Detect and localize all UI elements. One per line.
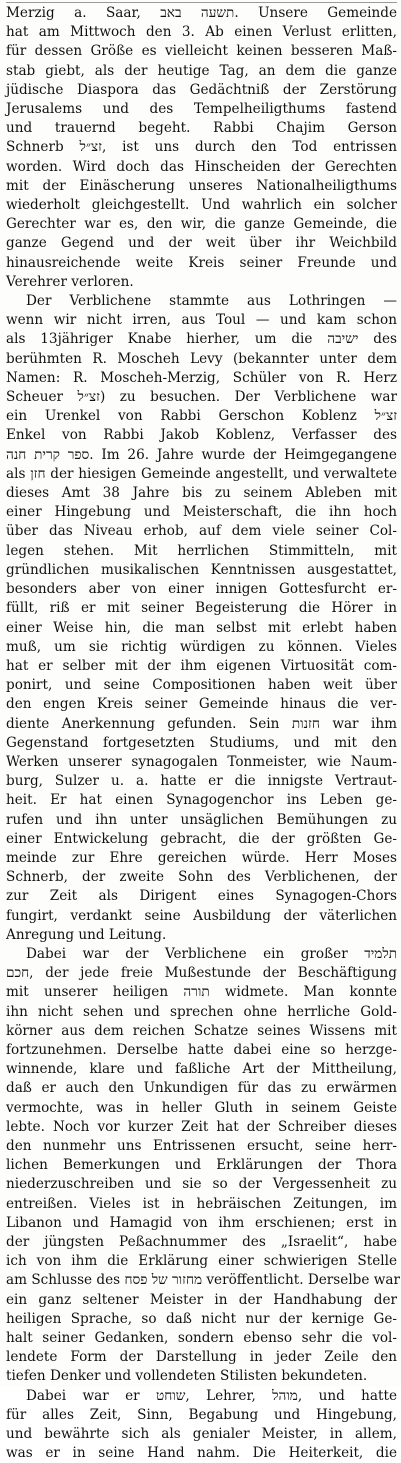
text-line: muß, um sie richtig würdigen zu können. Vieles (6, 638, 397, 655)
text-line: der jüngsten Peßachnummer des „Israelit“, habe (6, 1234, 397, 1250)
text-line: lichen Bemerkungen und Erklärungen der Thora (6, 1157, 397, 1174)
text-line: einer Hingebung und Meisterschaft, die ihn hoch (6, 504, 397, 521)
text-line: einer Entwickelung gebracht, die der größten Ge- (6, 830, 397, 847)
text-line: wiederholt gleichgestellt. Und wahrlich ein solcher (6, 197, 397, 214)
text-line: besonders aber von einer innigen Gottesfurcht er- (6, 581, 397, 598)
text-line: und bewährte sich als genialer Meister, in allem, (6, 1426, 397, 1443)
text-line: über das Niveau erhob, auf dem viele seiner Col- (6, 523, 397, 540)
text-line: und trauernd begeht. Rabbi Chajim Gerson (6, 120, 397, 137)
text-line: ספר קרית חנה. Im 26. Jahre wurde der Heimgegangene (6, 446, 397, 463)
text-line: zur Zeit als Dirigent eines Synagogen-Chors (6, 888, 397, 905)
text-line: vermochte, was in heller Gluth in seinem Geiste (6, 1099, 397, 1116)
text-line: Gegenstand fortgesetzten Studiums, und mit den (6, 734, 397, 751)
text-line: Der Verblichene stammte aus Lothringen — (26, 293, 397, 310)
text-line: tiefen Denker und vollendeten Stilisten bekundeten. (6, 1368, 368, 1385)
text-line: halt seiner Gedanken, sondern ebenso sehr die vol- (6, 1330, 397, 1347)
text-line: Schnerb זצ״ל, ist uns durch den Tod entrissen (6, 139, 397, 156)
text-line: niederzuschreiben und sie so der Vergessenheit zu (6, 1176, 397, 1193)
text-line: diente Anerkennung gefunden. Sein חזנות war ihm (6, 715, 397, 732)
text-line: am Schlusse des מחזור של פסח veröffentlicht. Derselbe war (6, 1272, 400, 1289)
text-line: mit der Einäscherung unseres Nationalheiligthums (6, 177, 397, 194)
article-paragraph (6, 945, 400, 1387)
text-line: lebte. Noch vor kurzer Zeit hat der Schreiber dieses (6, 1118, 397, 1135)
text-line: Dabei war er שוחט, Lehrer, מוהל, und hatte (26, 1387, 397, 1404)
text-line: Enkel von Rabbi Jakob Koblenz, Verfasser des (6, 427, 397, 444)
text-line: fungirt, verdankt seine Ausbildung der väterlichen (6, 907, 397, 924)
text-line: den engen Kreis seiner Gemeinde hinaus die ver- (6, 696, 397, 713)
text-line: חכם, der jede freie Mußestunde der Beschäftigung (6, 965, 397, 982)
text-line: winnende, klare und faßliche Art der Mittheilung, (6, 1061, 397, 1078)
text-line: daß er auch den Unkundigen für das zu erwärmen (6, 1080, 397, 1097)
top-rule (6, 2, 397, 3)
text-line: ein ganz seltener Meister in der Handhabung der (6, 1291, 397, 1308)
text-line: dieses Amt 38 Jahre bis zu seinem Ableben mit (6, 485, 397, 502)
text-line: körner aus dem reichen Schatze seines Wissens mit (6, 1022, 397, 1039)
text-line: Merzig a. Saar, תשעה באב. Unsere Gemeinde (6, 5, 397, 21)
text-line: Schnerb, der zweite Sohn des Verblichenen, der (6, 869, 397, 886)
text-line: Gerechter war es, den wir, die ganze Gemeinde, die (6, 216, 397, 233)
text-line: ein Urenkel von Rabbi Gerschon Koblenz זצ״ל (6, 408, 397, 425)
text-line: Libanon und Hamagid von ihm erschienen; erst in (6, 1214, 397, 1231)
text-line: meinde zur Ehre gereichen würde. Herr Moses (6, 849, 397, 866)
text-line: lendete Form der Darstellung in jeder Zeile den (6, 1349, 397, 1366)
obituary-article (6, 4, 400, 1463)
text-line: für alles Zeit, Sinn, Begabung und Hingebung, (6, 1406, 397, 1423)
text-line: für dessen Größe es vielleicht keinen besseren Maß- (6, 43, 397, 60)
text-line: ich von ihm die Erklärung einer schwierigen Stelle (6, 1253, 397, 1270)
text-line: den nunmehr uns Entrissenen ersucht, seine herr- (6, 1137, 397, 1154)
text-line: einer Weise hin, die man selbst mit erlebt haben (6, 619, 397, 636)
text-line: hat er selber mit der ihm eigenen Virtuosität com- (6, 657, 397, 674)
article-paragraph (6, 1387, 397, 1463)
text-line: burg, Sulzer u. a. hatte er die innigste Vertraut- (6, 773, 397, 790)
text-line: was er in seine Hand nahm. Die Heiterkeit, die (6, 1445, 397, 1462)
text-line: heit. Er hat einen Synagogenchor ins Leben ge- (6, 792, 397, 809)
text-line: entreißen. Vieles ist in hebräischen Zeitungen, im (6, 1195, 397, 1212)
text-line: Namen: R. Moscheh-Merzig, Schüler von R. Herz (6, 369, 397, 386)
text-line: fortzunehmen. Derselbe hatte dabei eine so herzge- (6, 1041, 397, 1058)
text-line: berühmten R. Moscheh Levy (bekannter unter dem (6, 350, 397, 367)
text-line: stab giebt, als der heutige Tag, an dem die ganze (6, 62, 397, 79)
text-line: Scheuer זצ״ל) zu besuchen. Der Verblichene war (6, 389, 397, 406)
text-line: füllt, riß er mit seiner Begeisterung die Hörer in (6, 600, 397, 617)
text-line: Anregung und Leitung. (6, 926, 167, 943)
text-line: hat am Mittwoch den 3. Ab einen Verlust erlitten, (6, 24, 397, 41)
text-line: worden. Wird doch das Hinscheiden der Gerechten (6, 158, 397, 175)
text-line: ihn nicht sehen und sprechen ohne herrliche Gold- (6, 1003, 397, 1020)
text-line: Jerusalems und des Tempelheiligthums fastend (6, 101, 397, 118)
text-line: als חזן der hiesigen Gemeinde angestellt, und verwaltete (6, 465, 398, 482)
article-paragraph (6, 4, 397, 292)
text-line: jüdische Diaspora das Gedächtniß der Zerstörung (6, 81, 397, 98)
text-line: Verehrer verloren. (6, 273, 134, 290)
text-line: gründlichen musikalischen Kenntnissen ausgestattet, (6, 561, 397, 578)
text-line: heiligen Sprache, so daß nicht nur der kernige Ge- (6, 1310, 397, 1327)
text-line: Werken unserer synagogalen Tonmeister, wie Naum- (6, 753, 397, 770)
text-line: als 13jähriger Knabe hierher, um die ישיבה des (6, 331, 397, 348)
text-line: ponirt, und seine Compositionen haben weit über (6, 677, 397, 694)
text-line: legen stehen. Mit herrlichen Stimmitteln, mit (6, 542, 397, 559)
text-line: wenn wir nicht irren, aus Toul — und kam schon (6, 312, 397, 329)
article-paragraph (6, 292, 397, 945)
text-line: mit unserer heiligen תורה widmete. Man konnte (6, 984, 397, 1001)
text-line: rufen und ihn unter unsäglichen Bemühungen zu (6, 811, 397, 828)
text-line: Dabei war der Verblichene ein großer תלמיד (26, 945, 397, 962)
text-line: ganze Gegend und der weit über ihr Weichbild (6, 235, 397, 252)
text-line: hinausreichende weite Kreis seiner Freunde und (6, 254, 397, 271)
